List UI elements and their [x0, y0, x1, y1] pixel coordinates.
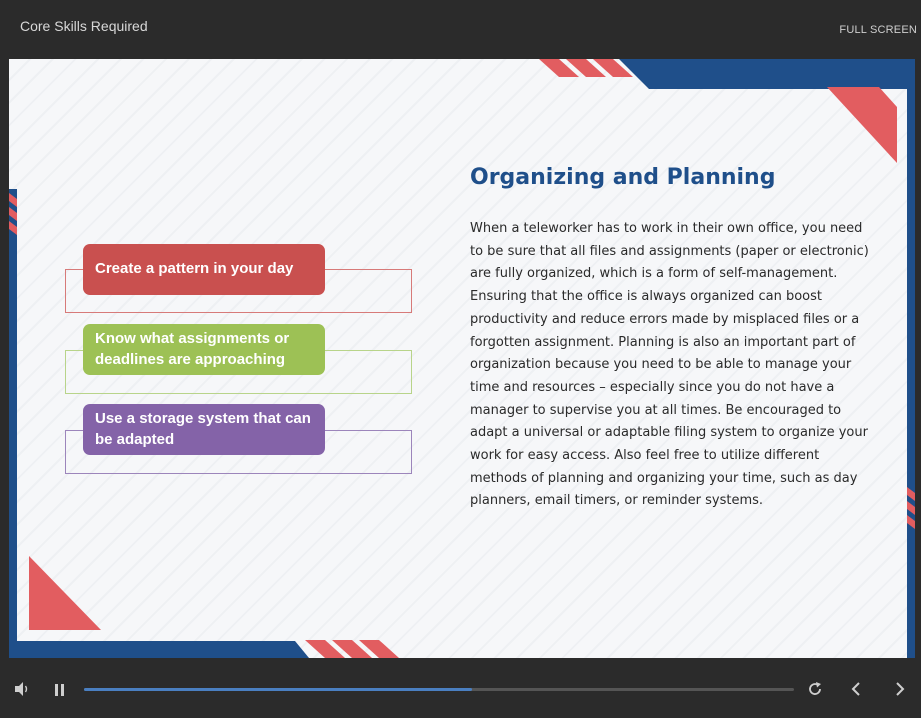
progress-fill: [84, 688, 472, 691]
course-title: Core Skills Required: [20, 18, 148, 34]
fullscreen-button[interactable]: FULL SCREEN: [839, 24, 917, 36]
deco-blue-band-bottom: [9, 641, 309, 658]
deco-blue-edge-right: [907, 59, 915, 658]
slide-heading: Organizing and Planning: [470, 165, 776, 190]
deco-blue-band-top: [619, 59, 915, 89]
tip-label: Use a storage system that can be adapted: [95, 410, 311, 448]
deco-blue-edge-left: [9, 189, 17, 658]
slide-body-text: When a teleworker has to work in their own office, you need to be sure that all files and assignments (paper or electronic) are fully organized, which is a form of self-management. Ensuring that the office is always organized can boost productivity and reduce errors made by misplaced files or a forgotten assignment. Planning is also an important part of organization because you need to be able to manage your time and resources – especially since you do not have a manager to supervise you at all times. Be encouraged to adapt a universal or adaptable filing system to organize your work for easy access. Also feel free to utilize different methods of planning and organizing your time, such as day planners, email timers, or reminder systems.: [470, 221, 869, 509]
next-icon[interactable]: [893, 681, 907, 701]
replay-icon[interactable]: [807, 681, 823, 701]
player-header: [0, 0, 921, 58]
tip-label: Create a pattern in your day: [95, 260, 294, 278]
player-controls: [0, 658, 921, 718]
pause-icon[interactable]: [54, 682, 66, 701]
deco-red-triangle-bottom-left: [29, 556, 101, 630]
tip-storage-system: [83, 404, 325, 455]
tip-label: Know what assignments or deadlines are approaching: [95, 330, 290, 368]
previous-icon[interactable]: [849, 681, 863, 701]
tip-create-pattern: [83, 244, 325, 295]
tip-know-deadlines: [83, 324, 325, 375]
progress-bar[interactable]: [84, 688, 794, 691]
deco-red-triangle-top-right: [827, 87, 897, 163]
slide: [9, 59, 915, 658]
volume-icon[interactable]: [13, 681, 31, 701]
